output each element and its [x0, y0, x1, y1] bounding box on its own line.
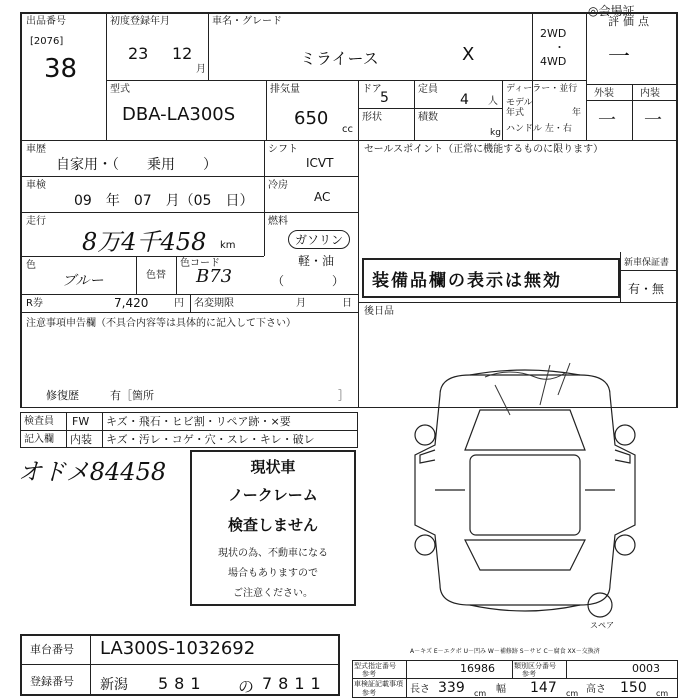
history-value: 自家用・（ 乗用 ）: [56, 157, 217, 173]
shape-label: 形状: [362, 112, 382, 123]
meigi-month: 月: [296, 298, 306, 309]
shift-label: シフト: [268, 144, 298, 155]
model-year-unit: 年: [572, 108, 582, 118]
capacity-label: 定員: [418, 84, 438, 95]
plate-kana: の: [238, 677, 255, 696]
handle-side: ハンドル 左・右: [506, 124, 572, 134]
load-unit: kg: [490, 128, 501, 138]
plate-class: 581: [158, 674, 207, 693]
color-code-value: B73: [196, 266, 233, 287]
displacement-label: 排気量: [270, 84, 300, 95]
stamp-line-6: ご注意ください。: [233, 588, 313, 599]
model-year-label: モデル: [506, 98, 533, 108]
first-reg-month-unit: 月: [196, 64, 206, 75]
rating-interior-label: 内装: [640, 88, 660, 99]
length-value: 339: [438, 680, 465, 696]
damage-legend: A－キズ E－エクボ U－凹み W－補修跡 S－サビ C－腐食 XX－交換済: [410, 648, 600, 655]
lot-number: 38: [44, 54, 78, 84]
venue-stamp: ◎会場証: [588, 4, 635, 18]
color-value: ブルー: [62, 273, 104, 289]
plate-label: 登録番号: [30, 675, 74, 688]
sales-point-label: セールスポイント（正常に機能するものに限ります）: [364, 144, 604, 155]
inspection-value: 09 年 07 月（05 日）: [74, 193, 254, 209]
rear-date-label: 後日品: [364, 306, 394, 317]
height-value: 150: [620, 680, 647, 696]
capacity-value: 4: [460, 92, 469, 108]
height-label: 高さ: [586, 684, 606, 695]
inspector-label-1: 検査員: [24, 416, 54, 427]
class-number-value: 0003: [632, 662, 660, 675]
length-unit: cm: [474, 689, 487, 698]
load-label: 積数: [418, 112, 438, 123]
doors-value: 5: [380, 90, 389, 106]
inspector-label-2: 記入欄: [24, 434, 54, 445]
drive-option-2wd: 2WD: [540, 27, 567, 40]
first-reg-year: 23: [128, 44, 149, 63]
fuel-diesel: 軽・油: [298, 254, 335, 268]
stamp-line-1: 現状車: [250, 458, 296, 476]
class-number-sub: 参考: [522, 670, 536, 678]
warranty-value: 有・無: [628, 282, 665, 296]
recycle-label: R券: [26, 298, 43, 309]
fuel-gasoline: ガソリン: [288, 230, 350, 249]
meigi-day: 日: [342, 298, 352, 309]
model-grade: X: [462, 44, 475, 65]
rating-exterior-value: 一: [598, 110, 616, 131]
first-reg-month: 12: [172, 44, 193, 63]
fuel-other: （ ）: [272, 274, 345, 288]
inspector-fw: FW: [72, 415, 90, 428]
height-unit: cm: [656, 689, 669, 698]
doors-label: ドア: [362, 84, 382, 95]
stamp-line-2: ノークレーム: [228, 486, 318, 504]
inspector-note: オドメ84458: [18, 458, 167, 486]
stamp-line-3: 検査しません: [227, 516, 318, 534]
rating-value: 一: [608, 45, 631, 70]
drive-separator: ・: [554, 41, 565, 54]
type-spec-label: 型式指定番号: [354, 662, 396, 670]
spare-label: スペア: [590, 621, 614, 630]
recycle-value: 7,420: [114, 296, 149, 310]
chassis-label: 車台番号: [30, 643, 74, 656]
repair-label: 修復歴: [46, 389, 79, 402]
type-spec-value: 16986: [460, 662, 495, 675]
color-change-label: 色替: [146, 270, 166, 281]
stamp-line-4: 現状の為、不動車になる: [218, 548, 328, 559]
plate-number: 7811: [262, 674, 327, 693]
first-reg-label: 初度登録年月: [110, 16, 170, 27]
warranty-label: 新車保証書: [624, 258, 670, 268]
mileage-label: 走行: [26, 216, 46, 227]
reg-items-sub: 参考: [362, 689, 376, 697]
rating-interior-value: 一: [644, 110, 662, 131]
rating-label: 評価点: [608, 15, 653, 28]
car-damage-diagram: [400, 355, 650, 625]
inspector-interior-tag: 内装: [70, 433, 92, 446]
ac-value: AC: [314, 190, 331, 204]
inspector-exterior-codes: キズ・飛石・ヒビ割・リペア跡・×要: [106, 415, 291, 428]
drive-option-4wd: 4WD: [540, 55, 567, 68]
lot-sub-number: [2076]: [30, 36, 64, 47]
capacity-unit: 人: [488, 96, 498, 107]
type-label: 型式: [110, 84, 130, 95]
width-unit: cm: [566, 689, 579, 698]
model-year-label-2: 年式: [506, 108, 525, 118]
width-label: 幅: [496, 684, 506, 695]
recycle-unit: 円: [174, 298, 184, 309]
length-label: 長さ: [410, 684, 430, 695]
mileage-unit: km: [220, 240, 236, 251]
dealer-label: ディーラー・並行: [506, 84, 578, 94]
reg-items-label: 車検証記載事項: [354, 680, 403, 688]
lot-label: 出品番号: [26, 16, 66, 27]
color-label: 色: [26, 260, 36, 271]
shift-value: ICVT: [306, 156, 334, 170]
chassis-value: LA300S-1032692: [100, 638, 256, 659]
stamp-line-5: 場合もありますので: [228, 568, 318, 579]
color-code-label: 色コード: [180, 258, 220, 269]
model-label: 車名・グレード: [212, 16, 282, 27]
form-frame: [20, 12, 678, 408]
type-spec-sub: 参考: [362, 670, 376, 678]
width-value: 147: [530, 680, 557, 696]
rating-exterior-label: 外装: [594, 88, 614, 99]
inspection-label: 車検: [26, 180, 46, 191]
inspector-interior-codes: キズ・汚レ・コゲ・穴・スレ・キレ・破レ: [106, 433, 315, 446]
class-number-label: 類別区分番号: [514, 662, 556, 670]
equipment-notice: 装備品欄の表示は無効: [372, 271, 562, 291]
repair-value: 有［箇所: [110, 389, 154, 402]
type-value: DBA-LA300S: [122, 104, 236, 125]
meigi-label: 名変期限: [194, 298, 234, 309]
mileage-value: 8万4千458: [82, 228, 207, 256]
history-label: 車歴: [26, 144, 46, 155]
notes-label: 注意事項申告欄（不具合内容等は具体的に記入して下さい）: [26, 318, 296, 329]
model-name: ミライース: [300, 49, 379, 68]
fuel-label: 燃料: [268, 216, 288, 227]
repair-close: ］: [338, 389, 349, 402]
displacement-value: 650: [294, 108, 329, 129]
displacement-unit: cc: [342, 124, 353, 135]
plate-region: 新潟: [100, 677, 128, 693]
ac-label: 冷房: [268, 180, 288, 191]
